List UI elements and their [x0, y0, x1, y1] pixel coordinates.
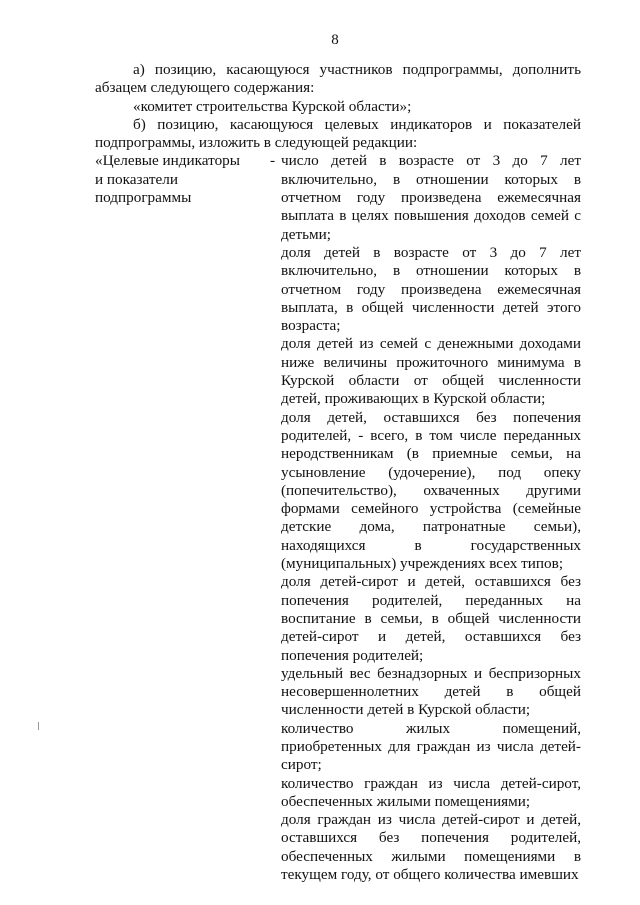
indicator-item: количество жилых помещений, приобретенных для граждан из числа детей-сирот;	[281, 719, 581, 774]
paragraph-a-quote: «комитет строительства Курской области»;	[133, 97, 412, 115]
indicators-label-part1: «Целевые индикаторы	[95, 152, 240, 170]
indicator-item: удельный вес безнадзорных и беспризорных несовершеннолетних детей в общей численности детей в Курской области;	[281, 664, 581, 719]
indicator-item: доля детей в возрасте от 3 до 7 лет включительно, в отношении которых в отчетном году произведена ежемесячная выплата, в общей численности детей этого возраста;	[281, 243, 581, 335]
indicators-list	[281, 152, 581, 884]
indicators-label-part2: и показатели	[95, 170, 178, 188]
indicators-label-dash: -	[269, 152, 275, 170]
indicator-item: число детей в возрасте от 3 до 7 лет включительно, в отношении которых в отчетном году произведена ежемесячная выплата в целях повышения доходов семей с детьми;	[281, 152, 581, 243]
paragraph-b: б) позицию, касающуюся целевых индикаторов и показателей подпрограммы, изложить в следующей редакции:	[95, 115, 581, 152]
paragraph-a: а) позицию, касающуюся участников подпрограммы, дополнить абзацем следующего содержания:	[95, 61, 581, 97]
document-body	[95, 61, 581, 884]
indicator-item: доля детей, оставшихся без попечения родителей, - всего, в том числе переданных неродственникам (в приемные семьи, на усыновление (удочерение), под опеку (попечительство), охваченных другими формами семейного устройства (семейные детские дома, патронатные семьи), находящихся в государственных (муниципальных) учреждениях всех типов;	[281, 408, 581, 573]
indicators-table	[95, 152, 581, 884]
indicators-label-column	[95, 152, 275, 884]
scan-margin-mark	[38, 722, 39, 730]
indicator-item: количество граждан из числа детей-сирот, обеспеченных жилыми помещениями;	[281, 774, 581, 810]
indicators-label-part3: подпрограммы	[95, 189, 192, 207]
indicator-item: доля детей-сирот и детей, оставшихся без попечения родителей, переданных на воспитание в семьи, в общей численности детей-сирот и детей, оставшихся без попечения родителей;	[281, 573, 581, 664]
indicator-item: доля граждан из числа детей-сирот и детей, оставшихся без попечения родителей, обеспеченных жилыми помещениями в текущем году, от общего количества имевших	[281, 811, 581, 884]
indicator-item: доля детей из семей с денежными доходами ниже величины прожиточного минимума в Курской области от общей численности детей, проживающих в Курской области;	[281, 335, 581, 408]
page-number: 8	[331, 32, 339, 48]
indicators-label-first-line	[95, 152, 275, 170]
